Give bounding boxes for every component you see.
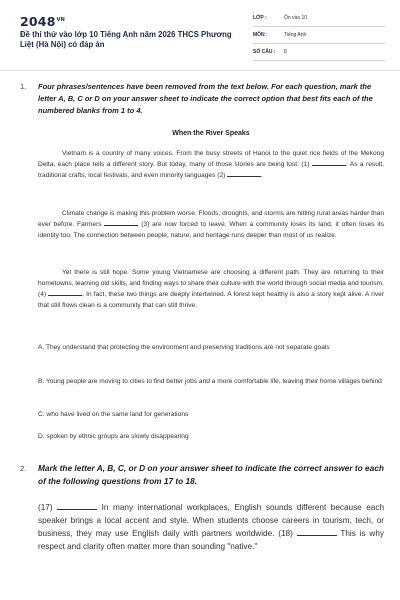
question-2-number: 2. (20, 464, 27, 473)
question-2-paragraph: (17) In many international workplaces, English sounds different because each speaker brings a local accent and style. When students choose careers in tourism, tech, or business, they may use English daily with partners worldwide. (18) This is why respect and clarity often matter more than sounding "native." (38, 503, 385, 551)
meta-subject-value: Tiếng Anh (284, 32, 307, 38)
meta-class-row (253, 14, 385, 27)
option-d: D. spoken by ethnic groups are slowly disappearing (38, 433, 189, 440)
meta-count-label: SỐ CÂU : (253, 49, 276, 55)
passage-paragraph-1: Vietnam is a country of many voices. From the busy streets of Hanoi to the quiet rice fields of the Mekong Delta, each place tells a different story. But today, many of those stories are being lost. (1) . As a result, traditional crafts, local festivals, and even minority languages (2) . (38, 150, 384, 179)
page-header (0, 0, 400, 68)
meta-class-label: LỚP : (253, 15, 267, 21)
option-b: B. Young people are moving to cities to find better jobs and a more comfortable life, leaving their home villages behind (38, 378, 382, 385)
meta-count-value: 8 (284, 49, 287, 55)
blank-1 (312, 159, 346, 166)
blank-18 (297, 529, 337, 536)
blank-17 (57, 503, 97, 510)
passage-paragraph-3: Yet there is still hope. Some young Vietnamese are choosing a different path. They are returning to their hometowns, learning old skills, and finding ways to share their culture with the world through social media and tourism. (4) . In fact, these two things are deeply intertwined. A forest kept healthy is also a story kept alive. A river that still flows clean is a community that can still thrive. (38, 269, 384, 309)
blank-4 (48, 289, 82, 296)
question-2-instruction: Mark the letter A, B, C, or D on your answer sheet to indicate the correct answer to each of the following questions from 17 to 18. (38, 463, 384, 486)
option-a: A. They understand that protecting the environment and preserving traditions are not separate goals (38, 344, 330, 351)
site-logo[interactable]: $2048^{VN}$ (20, 14, 66, 29)
exam-title: Đề thi thử vào lớp 10 Tiếng Anh năm 2026 THCS Phương Liệt (Hà Nội) có đáp án (20, 30, 232, 49)
meta-subject-label: MÔN : (253, 32, 268, 38)
question-1-number: 1. (20, 82, 27, 91)
passage-paragraph-2: Climate change is making this problem worse. Floods, droughts, and storms are hitting rural areas harder than ever before. Farmers (3) are now forced to leave. When a community loses its land, it often loses its identity too. The connection between people, nature, and heritage runs deeper than most of us realize. (38, 210, 384, 239)
meta-subject-row (253, 31, 385, 44)
blank-2 (227, 170, 261, 177)
blank-3 (104, 219, 138, 226)
passage-title: When the River Speaks (172, 130, 250, 137)
exam-meta (253, 14, 385, 65)
option-c: C. who have lived on the same land for generations (38, 411, 189, 418)
meta-count-row (253, 48, 385, 61)
question-1-instruction: Four phrases/sentences have been removed from the text below. For each question, mark the letter A, B, C or D on your answer sheet to indicate the correct option that best fits each of the numbered blanks from 1 to 4. (38, 82, 373, 115)
header-divider (0, 70, 400, 71)
meta-class-value: Ôn vào 10 (284, 15, 308, 21)
